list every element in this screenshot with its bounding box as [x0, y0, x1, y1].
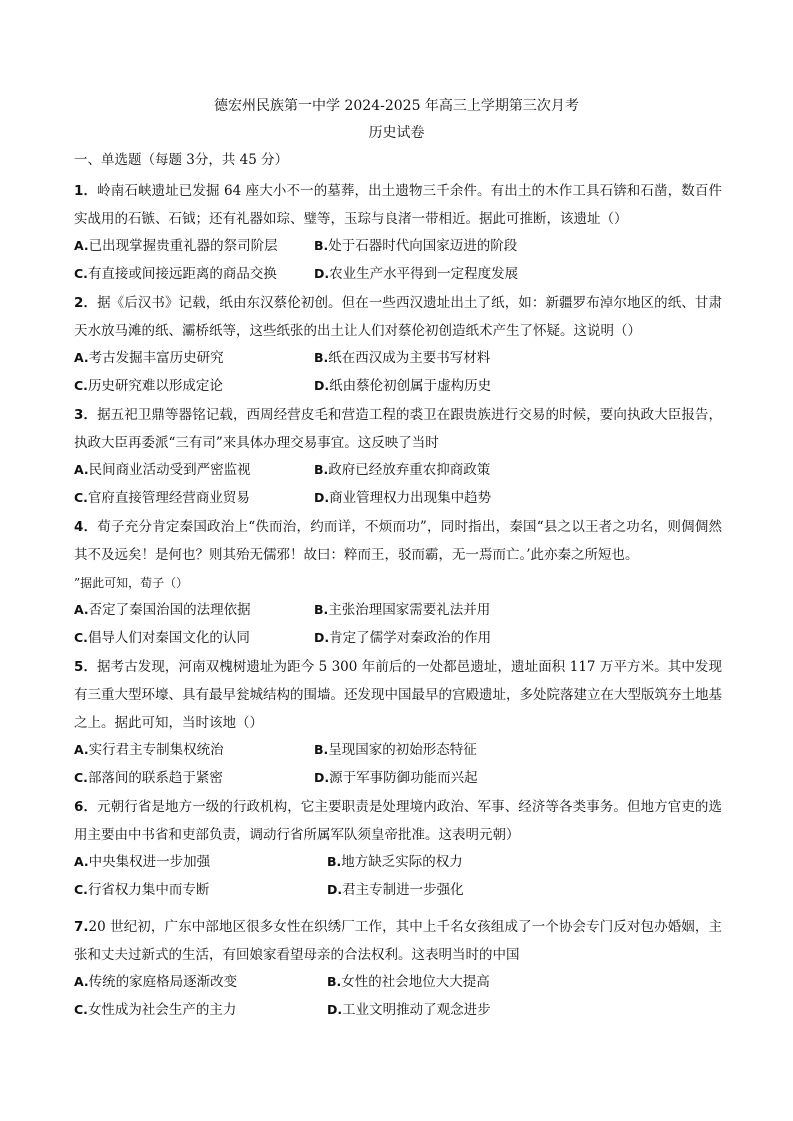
- option-letter: C.: [74, 266, 88, 281]
- option-text: 中央集权进一步加强: [88, 854, 211, 870]
- option-d[interactable]: [314, 768, 722, 788]
- option-a[interactable]: [74, 740, 314, 760]
- option-b[interactable]: [314, 236, 722, 256]
- option-letter: D.: [314, 490, 330, 505]
- question-text: 据考古发现，河南双槐树遗址为距今 5 300 年前后的一处都邑遗址，遗址面积 117 万平方米。其中发现有三重大型环壕、具有最早瓮城结构的围墙。还发现中国最早的宫殿遗址，多处院落建立在大型版筑夯土地基之上。据此可知，当时该地（）: [74, 659, 722, 731]
- option-text: 工业文明推动了观念进步: [342, 1002, 491, 1018]
- option-a[interactable]: [74, 460, 314, 480]
- question-text: 20 世纪初，广东中部地区很多女性在织绣厂工作，其中上千名女孩组成了一个协会专门反对包办婚姻，主张和丈夫过新式的生活，有回娘家看望母亲的合法权利。这表明当时的中国: [74, 919, 722, 963]
- option-letter: C.: [74, 630, 88, 645]
- option-list: [74, 236, 722, 284]
- question-text: 荀子充分肯定秦国政治上“佚而治，约而详，不烦而功”，同时指出，秦国“县之以王者之功名，则倜倜然其不及远矣！是何也？则其殆无儒邪！故曰：粹而王，驳而霸，无一焉而亡。’此亦秦之所短也。: [74, 519, 722, 563]
- option-text: 女性成为社会生产的主力: [87, 1002, 237, 1018]
- question-7: [74, 913, 722, 1020]
- option-c[interactable]: [74, 488, 314, 508]
- question-stem: [74, 913, 722, 969]
- option-letter: C.: [74, 490, 88, 505]
- option-letter: D.: [314, 378, 330, 393]
- option-letter: D.: [314, 630, 330, 645]
- option-b[interactable]: [314, 600, 722, 620]
- option-text: 处于石器时代向国家迈进的阶段: [328, 238, 518, 254]
- option-list: [74, 852, 722, 900]
- option-b[interactable]: [327, 852, 722, 872]
- option-c[interactable]: [74, 264, 314, 284]
- section-heading: 一、单选题（每题 3分，共 45 分）: [74, 152, 289, 168]
- option-text: 纸由蔡伦初创属于虚构历史: [329, 378, 492, 394]
- option-text: 官府直接管理经营商业贸易: [87, 490, 250, 506]
- option-text: 肯定了儒学对秦政治的作用: [329, 630, 492, 646]
- question-3: [74, 401, 722, 508]
- exam-title: 德宏州民族第一中学 2024-2025 年高三上学期第三次月考: [214, 98, 579, 114]
- option-c[interactable]: [74, 880, 327, 900]
- question-text-tail: ”据此可知，荀子（）: [74, 576, 189, 590]
- option-a[interactable]: [74, 348, 314, 368]
- question-text: 据《后汉书》记载，纸由东汉蔡伦初创。但在一些西汉遗址出土了纸，如：新疆罗布淖尔地区的纸、甘肃天水放马滩的纸、灞桥纸等，这些纸张的出土让人们对蔡伦初创造纸术产生了怀疑。这说明（）: [74, 295, 722, 339]
- option-d[interactable]: [314, 628, 722, 648]
- option-text: 呈现国家的初始形态特征: [328, 742, 477, 758]
- option-text: 倡导人们对秦国文化的认同: [87, 630, 250, 646]
- question-stem: [74, 653, 722, 737]
- option-letter: A.: [74, 350, 89, 365]
- question-2: [74, 289, 722, 396]
- option-letter: A.: [74, 854, 89, 869]
- option-text: 商业管理权力出现集中趋势: [329, 490, 492, 506]
- question-number: 4．: [74, 519, 98, 535]
- option-d[interactable]: [327, 1000, 722, 1020]
- question-stem: [74, 177, 722, 233]
- option-letter: B.: [327, 854, 342, 869]
- option-text: 君主专制进一步强化: [342, 882, 464, 898]
- option-list: [74, 600, 722, 648]
- option-letter: B.: [314, 462, 329, 477]
- exam-subtitle: 历史试卷: [368, 125, 425, 141]
- option-letter: A.: [74, 602, 89, 617]
- option-letter: A.: [74, 974, 89, 989]
- option-list: [74, 740, 722, 788]
- option-letter: A.: [74, 238, 89, 253]
- option-a[interactable]: [74, 972, 327, 992]
- option-letter: B.: [314, 350, 329, 365]
- question-6: [74, 793, 722, 900]
- option-text: 主张治理国家需要礼法并用: [328, 602, 491, 618]
- option-letter: B.: [327, 974, 342, 989]
- question-text: 岭南石峡遗址已发掘 64 座大小不一的墓葬，出土遗物三千余件。有出土的木作工具石锛和石凿，数百件实战用的石镞、石钺；还有礼器如琮、璧等，玉琮与良渚一带相近。据此可推断，该遗址（）: [74, 183, 722, 227]
- option-b[interactable]: [327, 972, 722, 992]
- question-stem: [74, 401, 722, 457]
- option-a[interactable]: [74, 236, 314, 256]
- option-list: [74, 348, 722, 396]
- option-letter: A.: [74, 462, 89, 477]
- option-letter: A.: [74, 742, 89, 757]
- option-text: 否定了秦国治国的法理依据: [88, 602, 251, 618]
- question-stem: [74, 289, 722, 345]
- option-letter: D.: [327, 1002, 343, 1017]
- question-number: 5．: [74, 659, 98, 675]
- option-letter: C.: [74, 882, 88, 897]
- option-text: 女性的社会地位大大提高: [341, 974, 490, 990]
- option-text: 地方缺乏实际的权力: [341, 854, 463, 870]
- option-d[interactable]: [327, 880, 722, 900]
- option-text: 已出现掌握贵重礼器的祭司阶层: [88, 238, 278, 254]
- option-letter: D.: [314, 266, 330, 281]
- question-5: [74, 653, 722, 788]
- option-list: [74, 972, 722, 1020]
- question-number: 7.: [74, 919, 89, 935]
- option-d[interactable]: [314, 264, 722, 284]
- option-text: 政府已经放弃重农抑商政策: [328, 462, 491, 478]
- option-letter: B.: [314, 602, 329, 617]
- option-text: 历史研究难以形成定论: [87, 378, 223, 394]
- question-number: 2．: [74, 295, 98, 311]
- option-text: 农业生产水平得到一定程度发展: [329, 266, 519, 282]
- option-text: 实行君主专制集权统治: [88, 742, 224, 758]
- option-list: [74, 460, 722, 508]
- option-text: 纸在西汉成为主要书写材料: [328, 350, 491, 366]
- option-letter: D.: [314, 770, 330, 785]
- option-c[interactable]: [74, 628, 314, 648]
- option-letter: C.: [74, 378, 88, 393]
- option-c[interactable]: [74, 768, 314, 788]
- question-1: [74, 177, 722, 284]
- option-text: 部落间的联系趋于紧密: [87, 770, 223, 786]
- option-letter: D.: [327, 882, 343, 897]
- option-text: 有直接或间接远距离的商品交换: [87, 266, 277, 282]
- question-number: 6．: [74, 799, 98, 815]
- option-letter: B.: [314, 742, 329, 757]
- option-b[interactable]: [314, 460, 722, 480]
- question-number: 3．: [74, 407, 98, 423]
- question-stem: [74, 793, 722, 849]
- option-b[interactable]: [314, 348, 722, 368]
- option-c[interactable]: [74, 376, 314, 396]
- option-d[interactable]: [314, 376, 722, 396]
- option-text: 行省权力集中而专断: [87, 882, 210, 898]
- question-4: [74, 513, 722, 648]
- option-a[interactable]: [74, 600, 314, 620]
- option-letter: C.: [74, 770, 88, 785]
- option-text: 传统的家庭格局逐渐改变: [88, 974, 238, 990]
- option-text: 源于军事防御功能而兴起: [329, 770, 478, 786]
- option-text: 考古发掘丰富历史研究: [88, 350, 224, 366]
- option-c[interactable]: [74, 1000, 327, 1020]
- option-d[interactable]: [314, 488, 722, 508]
- option-a[interactable]: [74, 852, 327, 872]
- option-text: 民间商业活动受到严密监视: [88, 462, 251, 478]
- option-letter: B.: [314, 238, 329, 253]
- question-stem: [74, 513, 722, 597]
- question-text: 据五祀卫鼎等器铭记载，西周经营皮毛和营造工程的裘卫在跟贵族进行交易的时候，要向执政大臣报告，执政大臣再委派“三有司”来具体办理交易事宜。这反映了当时: [74, 407, 722, 451]
- question-text: 元朝行省是地方一级的行政机构，它主要职责是处理境内政治、军事、经济等各类事务。但地方官吏的选用主要由中书省和吏部负责，调动行省所属军队须皇帝批准。这表明元朝）: [74, 799, 722, 843]
- option-b[interactable]: [314, 740, 722, 760]
- question-number: 1．: [74, 183, 98, 199]
- option-letter: C.: [74, 1002, 88, 1017]
